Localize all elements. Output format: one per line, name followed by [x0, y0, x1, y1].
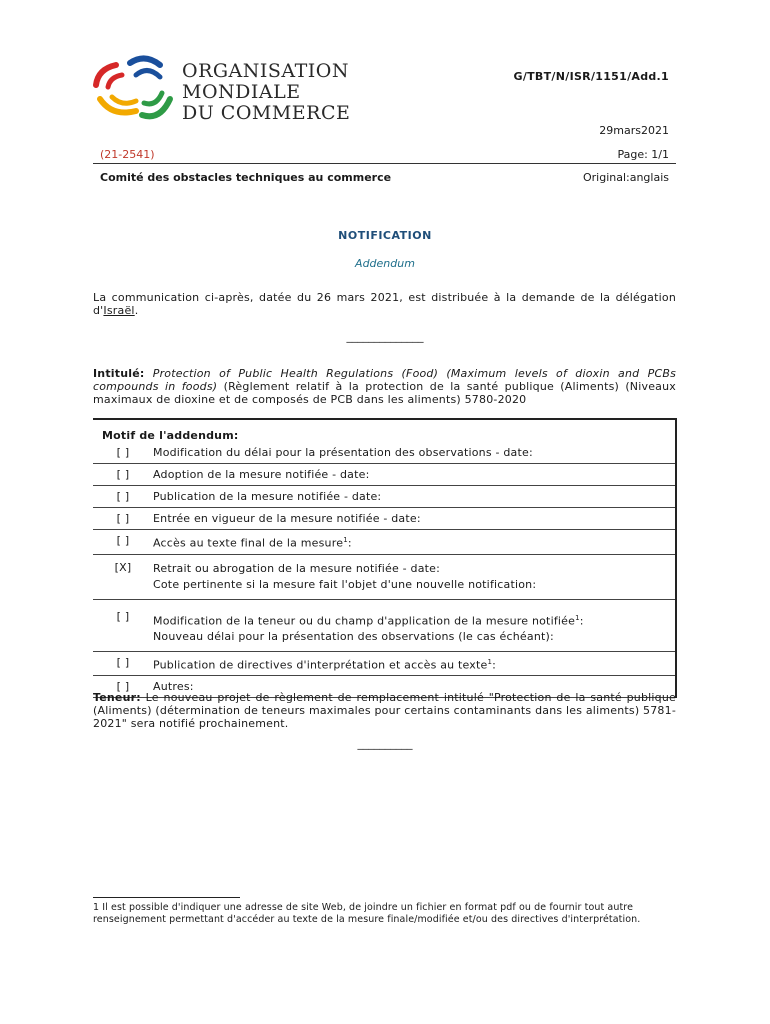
row-text: Retrait ou abrogation de la mesure notifiée - date: — [153, 561, 441, 575]
table-row — [93, 442, 676, 464]
teneur-paragraph — [93, 691, 676, 730]
header-divider — [93, 163, 676, 164]
row-text-2: Cote pertinente si la mesure fait l'objet d'une nouvelle notification: — [153, 577, 537, 591]
original-language: Original:anglais — [582, 171, 669, 184]
motif-table — [93, 418, 677, 698]
checkbox-retrait: [X] — [93, 554, 153, 599]
intro-paragraph — [93, 291, 676, 317]
table-row — [93, 486, 676, 508]
addendum-subtitle: Addendum — [355, 257, 415, 270]
notification-title: NOTIFICATION — [338, 229, 432, 242]
row-label: Modification du délai pour la présentation des observations - date: — [153, 442, 676, 464]
table-row — [93, 464, 676, 486]
org-line-3: DU COMMERCE — [182, 102, 351, 124]
footnote: 1 Il est possible d'indiquer une adresse de site Web, de joindre un fichier en format pdf ou de fournir tout autre renseignement permettant d'accéder au texte de la mesure finale/modifiée et/ou des directives d'interprétation. — [93, 902, 641, 925]
doc-code: (21-2541) — [100, 148, 155, 161]
checkbox-modification-delai: [ ] — [93, 442, 153, 464]
checkbox-modification-teneur: [ ] — [93, 599, 153, 651]
motif-header-row — [93, 419, 676, 442]
row-text: Publication de directives d'interprétation et accès au texte — [153, 658, 488, 672]
doc-reference: G/TBT/N/ISR/1151/Add.1 — [513, 70, 669, 83]
row-label: Adoption de la mesure notifiée - date: — [153, 464, 676, 486]
separator: ______________ — [346, 330, 424, 343]
table-row — [93, 651, 676, 676]
table-row — [93, 508, 676, 530]
row-label: Autres: — [153, 676, 676, 698]
committee-name: Comité des obstacles techniques au commerce — [100, 171, 392, 184]
row-text-2: Nouveau délai pour la présentation des observations (le cas échéant): — [153, 630, 554, 644]
wto-logo — [90, 55, 351, 130]
checkbox-directives: [ ] — [93, 651, 153, 676]
teneur-label: Teneur: — [93, 691, 141, 704]
intro-end: . — [134, 304, 139, 317]
footnote-divider — [93, 897, 240, 898]
table-row — [93, 554, 676, 599]
intro-country: Israël — [103, 304, 135, 317]
checkbox-acces-texte: [ ] — [93, 530, 153, 555]
table-row — [93, 530, 676, 555]
footnote-ref: 1 — [343, 536, 348, 544]
row-text-1: Modification de la teneur ou du champ d'application de la mesure notifiée — [153, 614, 576, 628]
intro-text: La communication ci-après, datée du 26 mars 2021, est distribuée à la demande de la délégation d' — [93, 291, 676, 317]
page-number: Page: 1/1 — [617, 148, 669, 161]
row-label: Accès au texte final de la mesure$^1$: — [153, 530, 676, 555]
checkbox-adoption: [ ] — [93, 464, 153, 486]
row-text: Accès au texte final de la mesure — [153, 536, 344, 550]
doc-date: 29mars2021 — [599, 124, 669, 137]
checkbox-autres: [ ] — [93, 676, 153, 698]
org-name — [182, 61, 350, 124]
row-label — [153, 599, 676, 651]
motif-header: Motif de l'addendum: — [102, 429, 239, 442]
row-label: Publication de directives d'interprétation et accès au texte$^1$: — [153, 651, 676, 676]
row-label: Entrée en vigueur de la mesure notifiée - date: — [153, 508, 676, 530]
intitule-title-en: Protection of Public Health Regulations (Food) (Maximum levels of dioxin and PCBs compounds in foods) — [93, 367, 677, 393]
end-separator: __________ — [357, 737, 413, 750]
footnote-ref: 1 — [575, 613, 580, 622]
footnote-ref: 1 — [487, 657, 493, 666]
intitule-paragraph — [93, 367, 676, 406]
table-row — [93, 599, 676, 651]
teneur-text: Le nouveau projet de règlement de remplacement intitulé "Protection de la santé publique (Aliments) (détermination de teneurs maximales pour certains contaminants dans les aliments) 5781-2021" sera notifié prochainement. — [93, 691, 676, 730]
org-line-2: MONDIALE — [182, 81, 301, 103]
intitule-label: Intitulé: — [93, 367, 145, 380]
org-line-1: ORGANISATION — [182, 60, 349, 82]
row-text: Modification de la teneur ou du champ d'application de la mesure notifiée$^1$: — [153, 613, 584, 628]
intitule-title-fr: (Règlement relatif à la protection de la santé publique (Aliments) (Niveaux maximaux de dioxine et de composés de PCB dans les aliments) 5780-2020 — [93, 380, 676, 406]
checkbox-publication: [ ] — [93, 486, 153, 508]
checkbox-entree-vigueur: [ ] — [93, 508, 153, 530]
wto-symbol-icon — [90, 55, 176, 130]
row-label — [153, 554, 676, 599]
row-label: Publication de la mesure notifiée - date: — [153, 486, 676, 508]
